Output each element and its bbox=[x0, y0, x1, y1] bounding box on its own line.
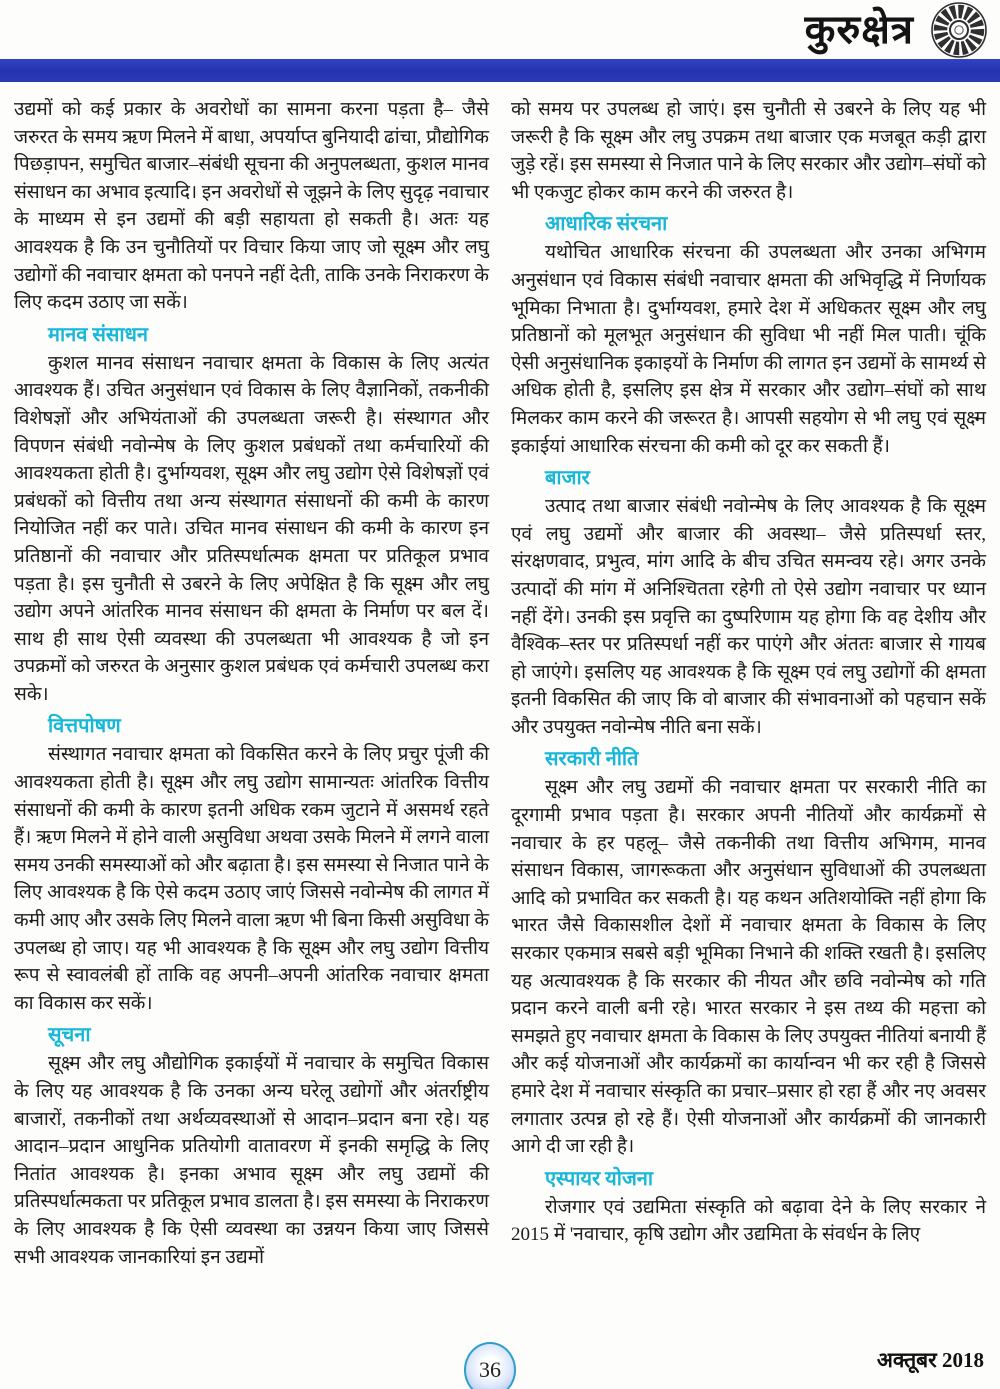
paragraph: रोजगार एवं उद्यमिता संस्कृति को बढ़ावा देने के लिए सरकार ने 2015 में 'नवाचार, कृषि उद्योग और उद्यमिता के संवर्धन के लिए bbox=[511, 1196, 986, 1246]
paragraph: कुशल मानव संसाधन नवाचार क्षमता के विकास के लिए अत्यंत आवश्यक हैं। उचित अनुसंधान एवं विकास के लिए वैज्ञानिकों, तकनीकी विशेषज्ञों और अभियंताओं की उपलब्धता जरूरी है। संस्थागत और विपणन संबंधी नवोन्मेष के लिए कुशल प्रबंधकों तथा कर्मचारियों की आवश्यकता होती है। दुर्भाग्यवश, सूक्ष्म और लघु उद्योग ऐसे विशेषज्ञों एवं प्रबंधकों को वित्तीय तथा अन्य संस्थागत संसाधनों की कमी के कारण नियोजित नहीं कर पाते। उचित मानव संसाधन की कमी के कारण इन प्रतिष्ठानों की नवाचार और प्रतिस्पर्धात्मक क्षमता पर प्रतिकूल प्रभाव पड़ता है। इस चुनौती से उबरने के लिए अपेक्षित है कि सूक्ष्म और लघु उद्योग अपने आंतरिक मानव संसाधन की क्षमता के निर्माण पर बल दें। साथ ही साथ ऐसी व्यवस्था की उपलब्धता भी आवश्यक है जो इन उपक्रमों को जरुरत के अनुसार कुशल प्रबंधक एवं कर्मचारी उपलब्ध करा सके। bbox=[14, 352, 489, 705]
section-heading-aadharik-sanrachna: आधारिक संरचना bbox=[545, 213, 668, 236]
section-heading-sarkari-niti: सरकारी नीति bbox=[545, 748, 639, 771]
paragraph: सूक्ष्म और लघु उद्यमों की नवाचार क्षमता पर सरकारी नीति का दूरगामी प्रभाव पड़ता है। सरकार अपनी नीतियों और कार्यक्रमों से नवाचार के हर पहलू– जैसे तकनीकी तथा वित्तीय अभिगम, मानव संसाधन विकास, जागरूकता और अनुसंधान सुविधाओं की उपलब्धता आदि को प्रभावित कर सकती है। यह कथन अतिशयोक्ति नहीं होगा कि भारत जैसे विकासशील देशों में नवाचार क्षमता के विकास के लिए सरकार एकमात्र सबसे बड़ी भूमिका निभाने की शक्ति रखती है। इसलिए यह अत्यावश्यक है कि सरकार की नीयत और छवि नवोन्मेष को गति प्रदान करने वाली बनी रहे। भारत सरकार ने इस तथ्य की महत्ता को समझते हुए नवाचार क्षमता के विकास के लिए उपयुक्त नीतियां बनायी हैं और कई योजनाओं और कार्यक्रमों का कार्यान्वन भी कर रही है जिससे हमारे देश में नवाचार संस्कृति का प्रचार–प्रसार हो रहा हैं और नए अवसर लगातार उत्पन्न हो रहे हैं। ऐसी योजनाओं और कार्यक्रमों की जानकारी आगे दी जा रही है। bbox=[511, 777, 986, 1158]
article-body bbox=[0, 82, 1000, 1271]
issue-date: अक्तूबर 2018 bbox=[876, 1348, 984, 1372]
left-column bbox=[14, 96, 489, 1271]
header-divider-bar bbox=[0, 59, 1000, 82]
paragraph: उत्पाद तथा बाजार संबंधी नवोन्मेष के लिए आवश्यक है कि सूक्ष्म एवं लघु उद्यमों और बाजार की अवस्था– जैसे प्रतिस्पर्धा स्तर, संरक्षणवाद, प्रभुत्व, मांग आदि के बीच उचित समन्वय रहे। अगर उनके उत्पादों की मांग में अनिश्चितता रहेगी तो ऐसे उद्योग नवाचार पर ध्यान नहीं देंगे। उनकी इस प्रवृत्ति का दुष्परिणाम यह होगा कि वह देशीय और वैश्विक–स्तर पर प्रतिस्पर्धा नहीं कर पाएंगे और अंततः बाजार से गायब हो जाएंगे। इसलिए यह आवश्यक है कि सूक्ष्म एवं लघु उद्योगों की क्षमता इतनी विकसित की जाए कि वो बाजार की संभावनाओं को पहचान सकें और उपयुक्त नवोन्मेष नीति बना सकें। bbox=[511, 496, 986, 738]
section-heading-manav-sansadhan: मानव संसाधन bbox=[48, 323, 148, 346]
magazine-title: कुरुक्षेत्र bbox=[804, 7, 914, 52]
magazine-wheel-emblem-icon bbox=[930, 1, 988, 59]
paragraph: यथोचित आधारिक संरचना की उपलब्धता और उनका अभिगम अनुसंधान एवं विकास संबंधी नवाचार क्षमता की अभिवृद्धि में निर्णायक भूमिका निभाता है। दुर्भाग्यवश, हमारे देश में अधिकतर सूक्ष्म और लघु प्रतिष्ठानों को मूलभूत अनुसंधान की सुविधा भी नहीं मिल पाती। चूंकि ऐसी अनुसंधानिक इकाइयों के निर्माण की लागत इन उद्यमों के सामर्थ्य से अधिक होती है, इसलिए इस क्षेत्र में सरकार और उद्योग–संघों को साथ मिलकर काम करने की जरूरत है। आपसी सहयोग से भी लघु एवं सूक्ष्म इकाईयां आधारिक संरचना की कमी को दूर कर सकती हैं। bbox=[511, 242, 986, 457]
section-heading-aspire-yojna: एस्पायर योजना bbox=[545, 1167, 654, 1190]
masthead bbox=[0, 0, 1000, 56]
page-number: 36 bbox=[479, 1357, 501, 1382]
section-heading-soochna: सूचना bbox=[48, 1024, 91, 1047]
right-column bbox=[511, 96, 986, 1271]
page-number-badge bbox=[464, 1342, 516, 1389]
paragraph: उद्यमों को कई प्रकार के अवरोधों का सामना करना पड़ता है– जैसे जरुरत के समय ऋण मिलने में बाधा, अपर्याप्त बुनियादी ढांचा, प्रौद्योगिक पिछड़ापन, समुचित बाजार–संबंधी सूचना की अनुपलब्धता, कुशल मानव संसाधन का अभाव इत्यादि। इन अवरोधों से जूझने के लिए सुदृढ़ नवाचार के माध्यम से इन उद्यमों की बड़ी सहायता हो सकती है। अतः यह आवश्यक है कि उन चुनौतियों पर विचार किया जाए जो सूक्ष्म और लघु उद्योगों की नवाचार क्षमता को पनपने नहीं देती, ताकि उनके निराकरण के लिए कदम उठाए जा सकें। bbox=[14, 99, 489, 314]
section-heading-bazaar: बाजार bbox=[545, 467, 590, 490]
section-heading-vittaposhan: वित्तपोषण bbox=[48, 715, 121, 738]
paragraph: संस्थागत नवाचार क्षमता को विकसित करने के लिए प्रचुर पूंजी की आवश्यकता होती है। सूक्ष्म और लघु उद्योग सामान्यतः आंतरिक वित्तीय संसाधनों की कमी के कारण इतनी अधिक रकम जुटाने में असमर्थ रहते हैं। ऋण मिलने में होने वाली असुविधा अथवा उसके मिलने में लगने वाला समय उनकी समस्याओं को और बढ़ाता है। इस समस्या से निजात पाने के लिए आवश्यक है कि ऐसे कदम उठाए जाएं जिससे नवोन्मेष की लागत में कमी आए और उसके लिए मिलने वाला ऋण भी बिना किसी असुविधा के उपलब्ध हो जाए। यह भी आवश्यक है कि सूक्ष्म और लघु उद्योग वित्तीय रूप से स्वावलंबी हों ताकि वह अपनी–अपनी आंतरिक नवाचार क्षमता का विकास कर सकें। bbox=[14, 744, 489, 1014]
paragraph: सूक्ष्म और लघु औद्योगिक इकाईयों में नवाचार के समुचित विकास के लिए यह आवश्यक है कि उनका अन्य घरेलू उद्योगों और अंतर्राष्ट्रीय बाजारों, तकनीकों तथा अर्थव्यवस्थाओं से आदान–प्रदान बना रहे। यह आदान–प्रदान आधुनिक प्रतियोगी वातावरण में इनकी समृद्धि के लिए नितांत आवश्यक है। इनका अभाव सूक्ष्म और लघु उद्यमों की प्रतिस्पर्धात्मकता पर प्रतिकूल प्रभाव डालता है। इस समस्या के निराकरण के लिए आवश्यक है कि ऐसी व्यवस्था का उन्नयन किया जाए जिससे सभी आवश्यक जानकारियां इन उद्यमों bbox=[14, 1053, 489, 1268]
paragraph: को समय पर उपलब्ध हो जाएं। इस चुनौती से उबरने के लिए यह भी जरूरी है कि सूक्ष्म और लघु उपक्रम तथा बाजार एक मजबूत कड़ी द्वारा जुड़े रहें। इस समस्या से निजात पाने के लिए सरकार और उद्योग–संघों को भी एकजुट होकर काम करने की जरुरत है। bbox=[511, 99, 986, 203]
